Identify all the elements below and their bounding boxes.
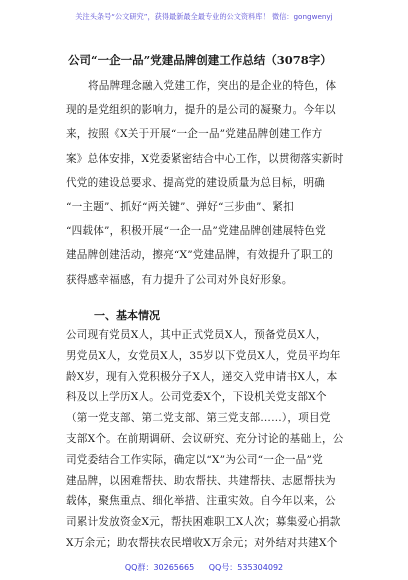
text-line: 载体，聚焦重点、细化举措、注重实效。自今年以来，公: [66, 495, 336, 508]
footer-qq-group: QQ群：30265665: [124, 563, 195, 572]
text-line: X万余元；助农帮扶农民增收X万余元；对外结对共建X个: [66, 537, 338, 549]
text-line: 获得感幸福感，有力提升了公司对外良好形象。: [66, 273, 293, 286]
text-line: 龄X岁，现有入党积极分子X人，递交入党申请书X人，本: [66, 370, 338, 383]
header-notice: 关注头条号“公文研究”，获得最新最全最专业的公文资料库！ 微信：gongwenyj: [75, 12, 333, 21]
section-heading: 一、基本情况: [94, 309, 160, 322]
text-line: 建品牌创建活动，擦亮“X”党建品牌，有效提升了职工的: [66, 249, 334, 262]
text-line: 支部X个。在前期调研、会议研究、充分讨论的基础上，公: [66, 433, 344, 445]
text-line: 代党的建设总要求、提高党的建设质量为总目标，明确: [66, 176, 326, 189]
document-title: 公司“一企一品”党建品牌创建工作总结（3078字）: [68, 53, 332, 67]
text-line: “一主题”、抓好“两关键”、弹好“三步曲”、紧扣: [66, 201, 294, 213]
text-line: 男党员X人，女党员X人，35岁以下党员X人，党员平均年: [66, 349, 341, 362]
text-line: 建品牌，以困难帮扶、助农帮扶、共建帮扶、志愿帮扶为: [66, 474, 336, 487]
text-line: 科及以上学历X人。公司党委X个，下设机关党支部X个: [66, 391, 327, 404]
footer: [0, 562, 408, 573]
text-line: 将品牌理念融入党建工作，突出的是企业的特色，体: [88, 80, 337, 92]
text-line: 司累计发放资金X元，帮扶困难职工X人次；募集爱心捐款: [66, 516, 341, 529]
text-line: （第一党支部、第二党支部、第三党支部……），项目党: [66, 412, 331, 425]
text-line: 案》总体安排，X党委紧密结合中心工作，以贯彻落实新时: [66, 152, 344, 165]
text-line: 现的是党组织的影响力，提升的是公司的凝聚力。今年以: [66, 104, 336, 117]
text-line: 公司现有党员X人，其中正式党员X人，预备党员X人，: [66, 329, 327, 341]
footer-qq: QQ号：535304092: [208, 563, 284, 572]
text-line: “四载体”，积极开展“一企一品”党建品牌创建展特色党: [66, 225, 326, 238]
text-line: 司党委结合工作实际，确定以“X”为公司“一企一品”党: [66, 453, 323, 466]
text-line: 来，按照《X关于开展“一企一品”党建品牌创建工作方: [66, 128, 323, 141]
